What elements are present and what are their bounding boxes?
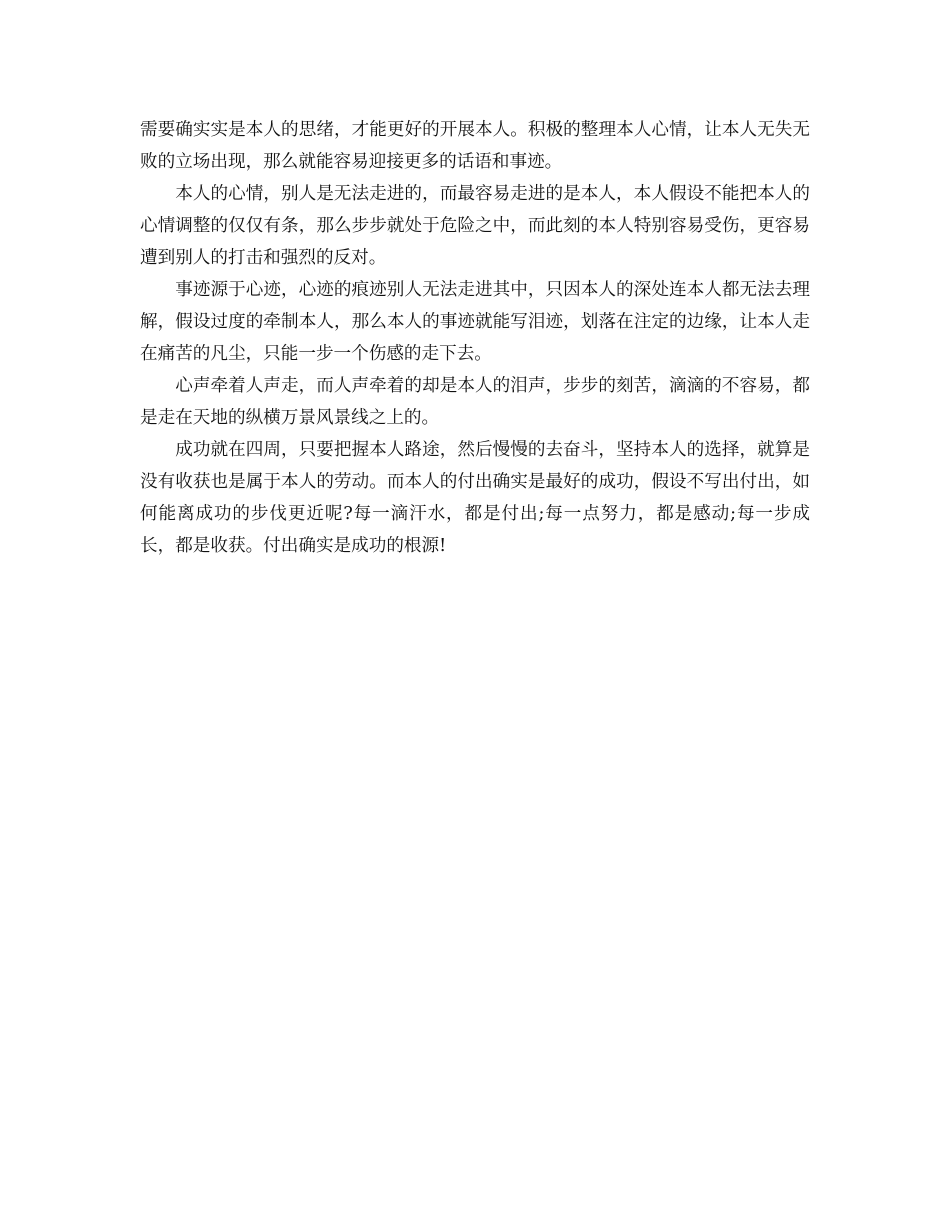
paragraph-3: 事迹源于心迹，心迹的痕迹别人无法走进其中，只因本人的深处连本人都无法去理解，假设过度的牵制本人，那么本人的事迹就能写泪迹，划落在注定的边缘，让本人走在痛苦的凡尘，只能一步一个伤感的走下去。 <box>140 280 810 364</box>
paragraph-4: 心声牵着人声走，而人声牵着的却是本人的泪声，步步的刻苦，滴滴的不容易，都是走在天地的纵横万景风景线之上的。 <box>140 376 810 428</box>
paragraph-2: 本人的心情，别人是无法走进的，而最容易走进的是本人，本人假设不能把本人的心情调整的仅仅有条，那么步步就处于危险之中，而此刻的本人特别容易受伤，更容易遭到别人的打击和强烈的反对。 <box>140 184 810 268</box>
paragraph-1: 需要确实实是本人的思绪，才能更好的开展本人。积极的整理本人心情，让本人无失无败的立场出现，那么就能容易迎接更多的话语和事迹。 <box>140 120 810 172</box>
document-body <box>140 114 810 562</box>
paragraph-5: 成功就在四周，只要把握本人路途，然后慢慢的去奋斗，坚持本人的选择，就算是没有收获也是属于本人的劳动。而本人的付出确实是最好的成功，假设不写出付出，如何能离成功的步伐更近呢?每一滴汗水，都是付出;每一点努力，都是感动;每一步成长，都是收获。付出确实是成功的根源! <box>140 440 810 556</box>
